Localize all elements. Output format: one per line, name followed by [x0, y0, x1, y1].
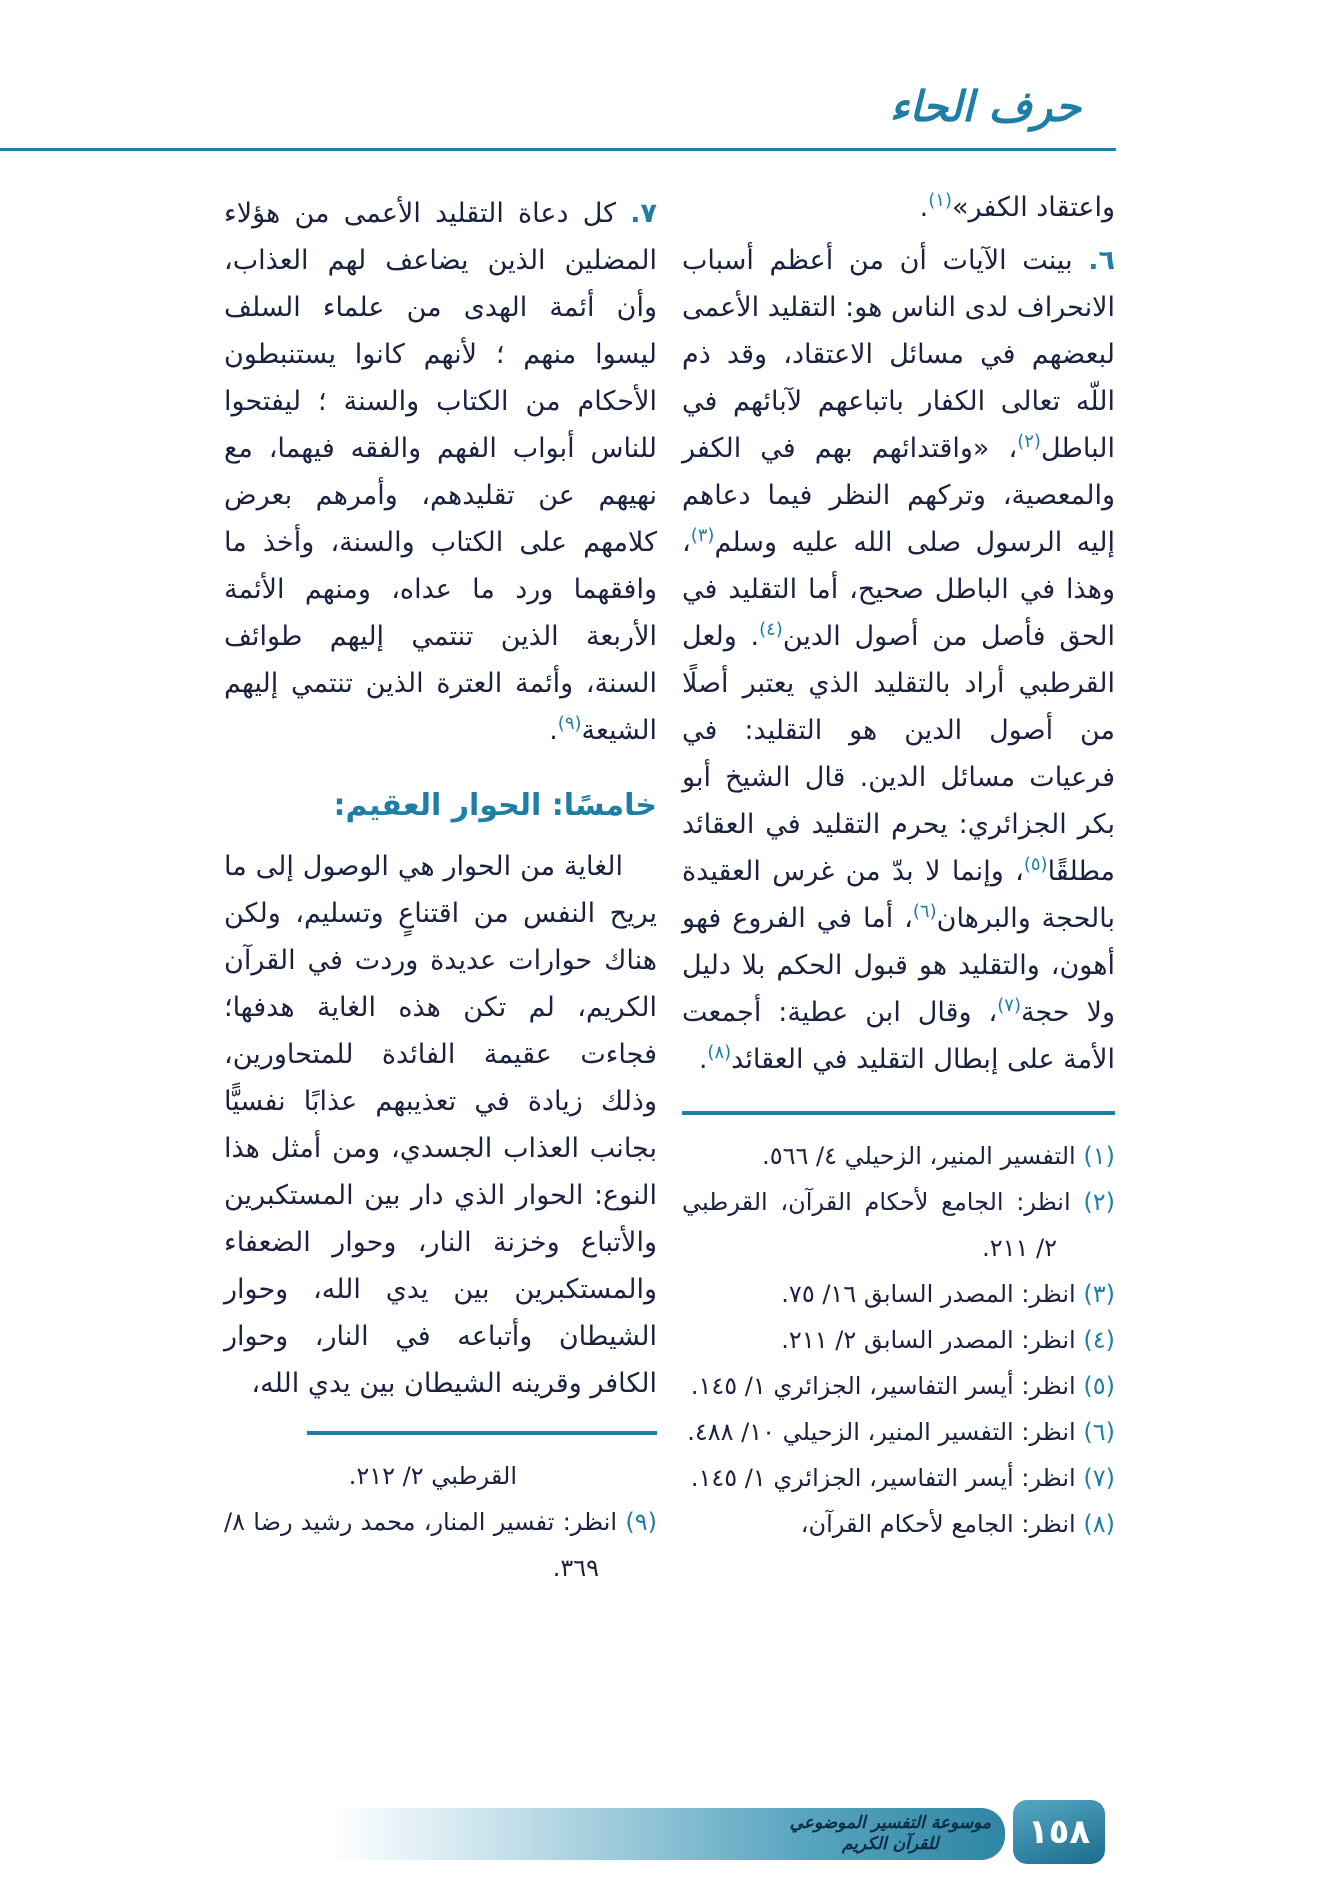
- footnote-number: (٧): [1083, 1464, 1115, 1492]
- footnote-ref: (٨): [707, 1042, 732, 1063]
- footnote-3: [682, 1271, 1115, 1317]
- column-left: [224, 184, 657, 1591]
- paragraph-dialogue: الغاية من الحوار هي الوصول إلى ما يريح النفس من اقتناعٍ وتسليم، ولكن هناك حوارات عديدة وردت في القرآن الكريم، لم تكن هذه الغاية هدفها؛ فجاءت عقيمة الفائدة للمتحاورين، وذلك زيادة في تعذيبهم عذابًا نفسيًّا بجانب العذاب الجسدي، ومن أمثل هذا النوع: الحوار الذي دار بين المستكبرين والأتباع وخزنة النار، وحوار الضعفاء والمستكبرين بين يدي الله، وحوار الشيطان وأتباعه في النار، وحوار الكافر وقرينه الشيطان بين يدي الله،: [224, 851, 657, 1399]
- footnote-text: انظر: الجامع لأحكام القرآن، القرطبي ٢/ ٢١١.: [682, 1188, 1071, 1262]
- section-subheading: خامسًا: الحوار العقيم:: [333, 788, 657, 823]
- footnote-number: (٦): [1083, 1418, 1115, 1446]
- text-run: ، أما في الفروع فهو أهون، والتقليد هو قبول الحكم بلا دليل ولا حجة: [682, 903, 1115, 1028]
- footnote-separator: [682, 1111, 1115, 1115]
- footnote-ref: (٤): [759, 619, 783, 640]
- footnote-ref: (٩): [557, 713, 582, 734]
- numbered-item-7: [224, 190, 657, 754]
- item-text: [224, 198, 657, 746]
- text-run: .: [698, 1044, 708, 1075]
- publisher-banner: [329, 1808, 1005, 1860]
- item-number: ٧.: [630, 198, 657, 229]
- footnote-ref: (٥): [1023, 854, 1048, 875]
- header-rule: [0, 148, 1116, 151]
- publisher-logo-line1: موسوعة التفسير الموضوعي: [789, 1812, 991, 1833]
- footnotes-left: [224, 1453, 657, 1591]
- item-text: [682, 245, 1115, 1075]
- publisher-logo-line2: للقرآن الكريم: [841, 1834, 939, 1854]
- footnote-number: (١): [1083, 1142, 1115, 1170]
- text-run: ، وقال ابن عطية: أجمعت الأمة على إبطال التقليد في العقائد: [682, 997, 1115, 1075]
- paragraph-quote-tail: [682, 184, 1115, 231]
- footnote-number: (٣): [1083, 1280, 1115, 1308]
- footnote-1: [682, 1133, 1115, 1179]
- text-run: بينت الآيات أن من أعظم أسباب الانحراف لدى الناس هو: التقليد الأعمى لبعضهم في مسائل الاعتقاد، وقد ذم اللّه تعالى الكفار باتباعهم لآبائهم في الباطل: [682, 245, 1115, 464]
- text-run: ، وهذا في الباطل صحيح، أما التقليد في الحق فأصل من أصول الدين: [682, 527, 1115, 652]
- footnote-separator-short: [307, 1431, 657, 1435]
- footnote-text: انظر: أيسر التفاسير، الجزائري ١/ ١٤٥.: [690, 1372, 1076, 1400]
- text-run: ، وإنما لا بدّ من غرس العقيدة بالحجة والبرهان: [682, 856, 1115, 934]
- text-run: كل دعاة التقليد الأعمى من هؤلاء المضلين الذين يضاعف لهم العذاب، وأن أئمة الهدى من علماء السلف ليسوا منهم ؛ لأنهم كانوا يستنبطون الأحكام من الكتاب والسنة ؛ ليفتحوا للناس أبواب الفهم والفقه فيهما، مع نهيهم عن تقليدهم، وأمرهم بعرض كلامهم على الكتاب والسنة، وأخذ ما وافقهما ورد ما عداه، ومنهم الأئمة الأربعة الذين تنتمي إليهم طوائف السنة، وأئمة العترة الذين تنتمي إليهم الشيعة: [224, 198, 657, 746]
- footnote-ref: (٢): [1017, 431, 1041, 452]
- column-right: [682, 184, 1115, 1547]
- text-run: . ولعل القرطبي أراد بالتقليد الذي يعتبر أصلًا من أصول الدين هو التقليد: في فرعيات مسائل الدين. قال الشيخ أبو بكر الجزائري: يحرم التقليد في العقائد مطلقًا: [682, 621, 1115, 887]
- text-run: واعتقاد الكفر»: [951, 192, 1115, 223]
- footnote-text: انظر: المصدر السابق ١٦/ ٧٥.: [781, 1280, 1076, 1308]
- footnote-number: (٤): [1083, 1326, 1115, 1354]
- footnote-ref: (١): [928, 190, 952, 211]
- page-columns: [223, 184, 1115, 1591]
- numbered-item-6: [682, 237, 1115, 1083]
- footnote-6: [682, 1409, 1115, 1455]
- footnote-number: (٨): [1083, 1510, 1115, 1538]
- footnote-text: انظر: أيسر التفاسير، الجزائري ١/ ١٤٥.: [690, 1464, 1076, 1492]
- footnote-text: انظر: التفسير المنير، الزحيلي ١٠/ ٤٨٨.: [687, 1418, 1076, 1446]
- footnote-4: [682, 1317, 1115, 1363]
- footnote-ref: (٦): [912, 901, 937, 922]
- footnote-ref: (٧): [997, 995, 1021, 1016]
- footnote-number: (٢): [1083, 1188, 1115, 1216]
- footnotes-right: [682, 1133, 1115, 1547]
- footnote-9: [224, 1499, 657, 1591]
- footnote-ref: (٣): [690, 525, 715, 546]
- page-number: ١٥٨: [1013, 1800, 1105, 1864]
- footnote-8: [682, 1501, 1115, 1547]
- footnote-number: (٩): [625, 1508, 657, 1536]
- footnote-8-continuation: القرطبي ٢/ ٢١٢.: [348, 1462, 517, 1490]
- item-number: ٦.: [1088, 245, 1115, 276]
- footnote-text: انظر: الجامع لأحكام القرآن،: [800, 1510, 1076, 1538]
- footnote-text: انظر: المصدر السابق ٢/ ٢١١.: [781, 1326, 1076, 1354]
- text-run: .: [549, 715, 558, 746]
- footnote-2: [682, 1179, 1115, 1271]
- footnote-number: (٥): [1083, 1372, 1115, 1400]
- chapter-heading: حرف الحاء: [889, 82, 1081, 131]
- publisher-logo: [790, 1813, 991, 1856]
- footnote-text: انظر: تفسير المنار، محمد رشيد رضا ٨/ ٣٦٩.: [224, 1508, 618, 1582]
- footnote-5: [682, 1363, 1115, 1409]
- footnote-7: [682, 1455, 1115, 1501]
- text-run: ، «واقتدائهم بهم في الكفر والمعصية، وتركهم النظر فيما دعاهم إليه الرسول صلى الله عليه وسلم: [682, 433, 1115, 558]
- footnote-text: التفسير المنير، الزحيلي ٤/ ٥٦٦.: [762, 1142, 1076, 1170]
- text-run: .: [919, 192, 929, 223]
